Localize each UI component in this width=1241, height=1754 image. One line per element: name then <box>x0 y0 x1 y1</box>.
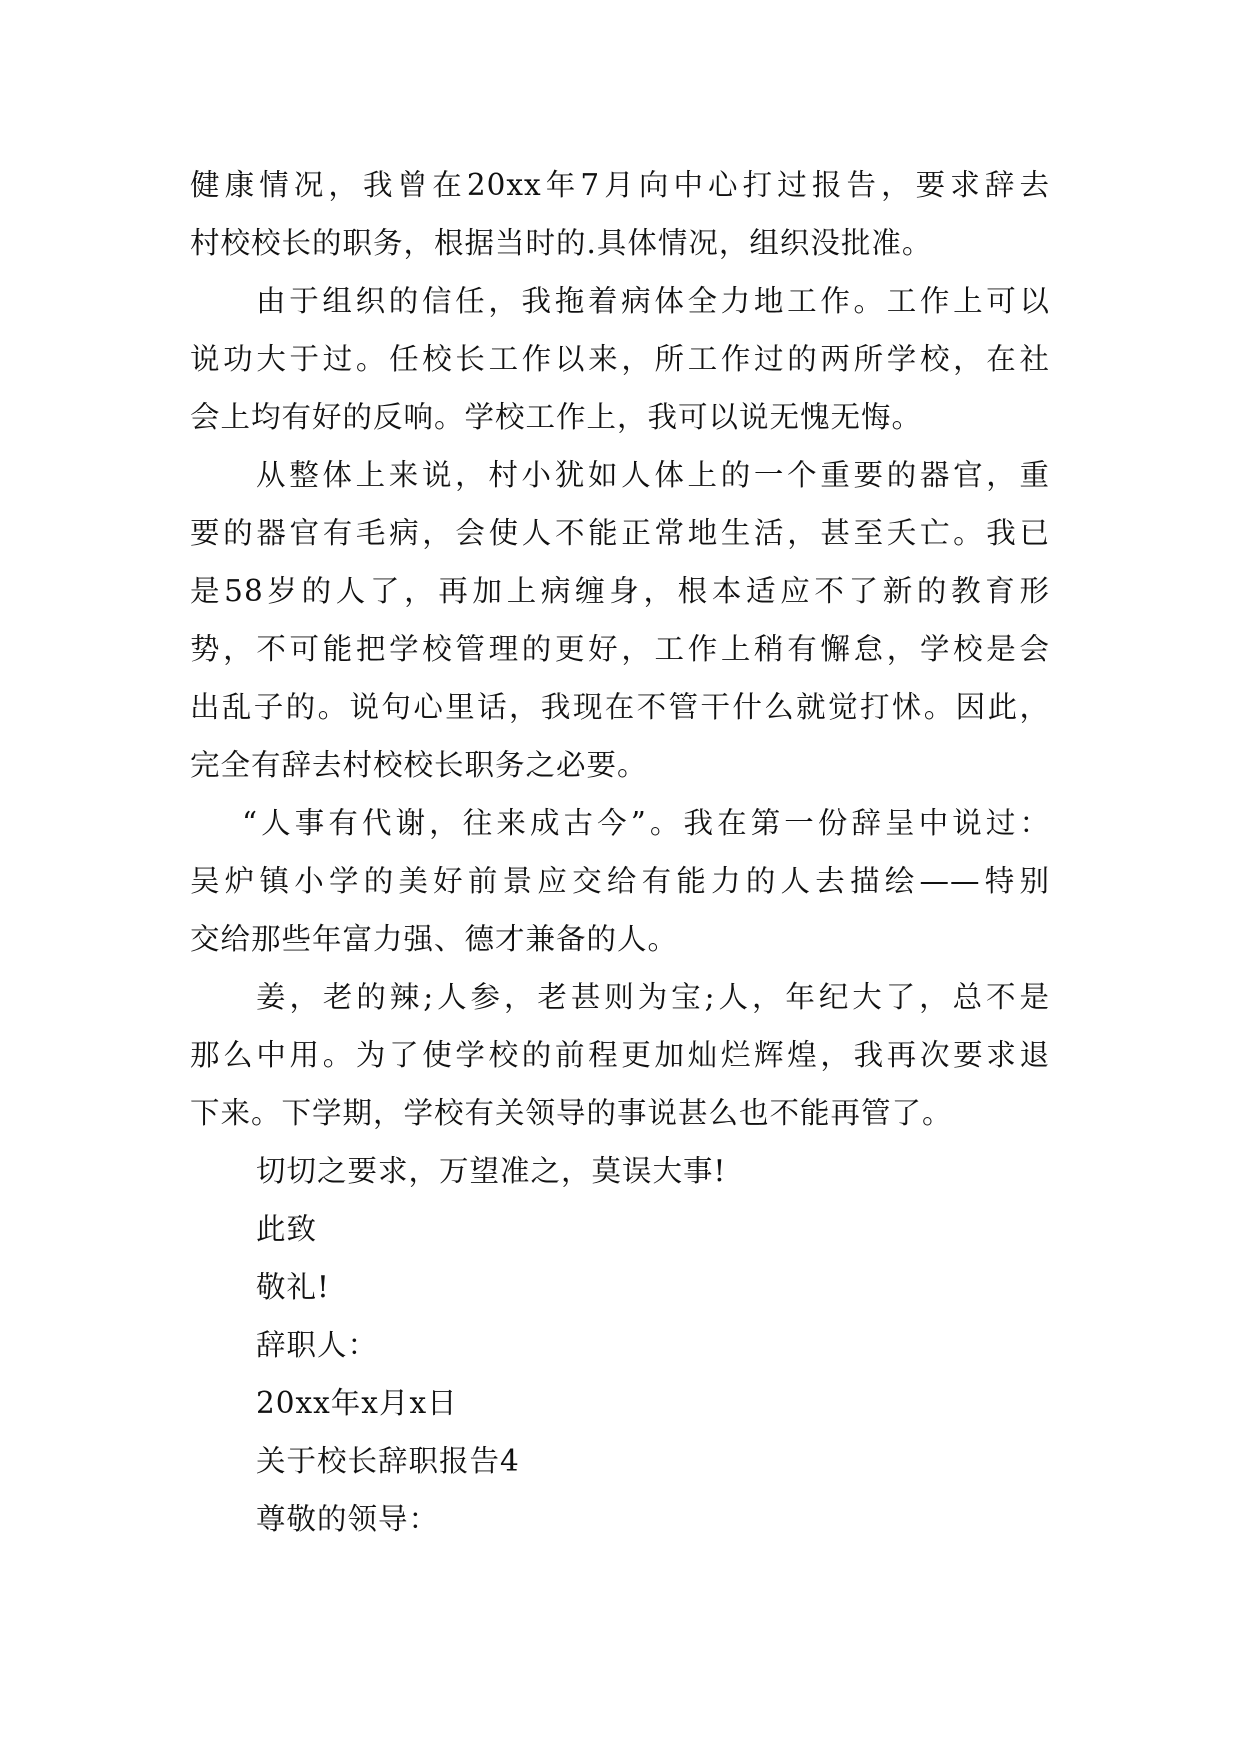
text-line: 健康情况，我曾在20xx年7月向中心打过报告，要求辞去 <box>190 168 1050 202</box>
text-line: 村校校长的职务，根据当时的.具体情况，组织没批准。 <box>190 226 933 260</box>
text-line: 关于校长辞职报告4 <box>256 1444 520 1478</box>
document-body <box>190 156 1050 1548</box>
text-line: 此致 <box>256 1212 318 1246</box>
text-line: 由于组织的信任，我拖着病体全力地工作。工作上可以 <box>256 284 1050 318</box>
text-line: 完全有辞去村校校长职务之必要。 <box>190 748 648 782</box>
text-line: 交给那些年富力强、德才兼备的人。 <box>190 922 679 956</box>
text-line: 那么中用。为了使学校的前程更加灿烂辉煌，我再次要求退 <box>190 1038 1050 1072</box>
text-line: 要的器官有毛病，会使人不能正常地生活，甚至夭亡。我已 <box>190 516 1050 550</box>
text-line: “人事有代谢，往来成古今”。我在第一份辞呈中说过： <box>242 806 1050 840</box>
text-line: 从整体上来说，村小犹如人体上的一个重要的器官，重 <box>256 458 1050 492</box>
text-line: 20xx年x月x日 <box>256 1386 458 1420</box>
text-line: 下来。下学期，学校有关领导的事说甚么也不能再管了。 <box>190 1096 953 1130</box>
text-line: 出乱子的。说句心里话，我现在不管干什么就觉打怵。因此， <box>190 690 1050 724</box>
text-line: 吴炉镇小学的美好前景应交给有能力的人去描绘——特别 <box>190 864 1050 898</box>
text-line: 敬礼! <box>256 1270 330 1304</box>
text-line: 说功大于过。任校长工作以来，所工作过的两所学校，在社 <box>190 342 1050 376</box>
text-line: 切切之要求，万望准之，莫误大事! <box>256 1154 727 1188</box>
text-line: 姜，老的辣;人参，老甚则为宝;人，年纪大了，总不是 <box>256 980 1050 1014</box>
text-line: 辞职人： <box>256 1328 379 1362</box>
text-line: 尊敬的领导： <box>256 1502 440 1536</box>
text-line: 会上均有好的反响。学校工作上，我可以说无愧无悔。 <box>190 400 923 434</box>
text-line: 是58岁的人了，再加上病缠身，根本适应不了新的教育形 <box>190 574 1050 608</box>
text-line: 势，不可能把学校管理的更好，工作上稍有懈怠，学校是会 <box>190 632 1050 666</box>
